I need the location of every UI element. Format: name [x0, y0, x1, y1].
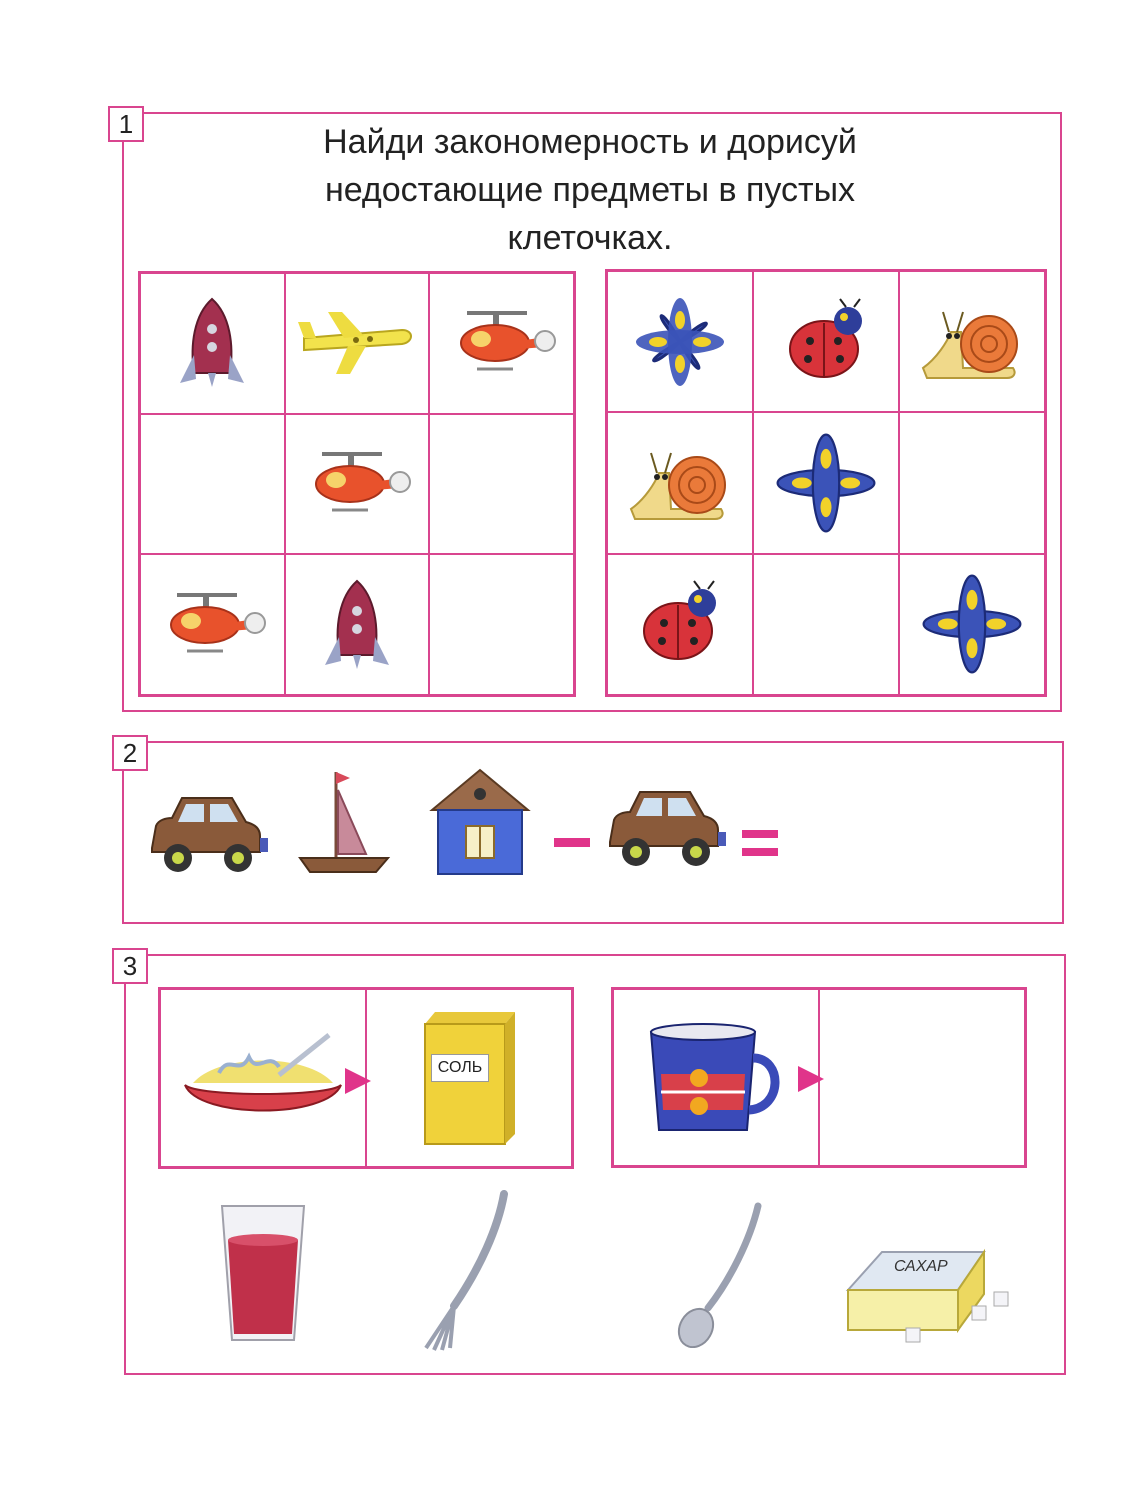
- task-1-grid-right: [605, 269, 1047, 697]
- pair-cell: [366, 989, 572, 1167]
- butterfly-icon: [630, 292, 730, 392]
- minus-sign: [554, 838, 590, 847]
- grid-cell: [753, 412, 899, 553]
- helicopter-icon: [157, 585, 267, 665]
- sugar-label: САХАР: [894, 1258, 948, 1275]
- grid-cell: [899, 271, 1045, 412]
- task-3-pair-left: [158, 987, 574, 1169]
- arrow-right-icon: [798, 1066, 824, 1092]
- grid-cell: [607, 412, 753, 553]
- task-3-pair-right: [611, 987, 1027, 1168]
- task-1-instruction: Найди закономерность и дорисуй недостающие предметы в пустых клеточках.: [323, 123, 857, 257]
- grid-cell: [140, 273, 285, 414]
- grid-cell: [607, 554, 753, 695]
- rocket-icon: [317, 577, 397, 673]
- equals-sign: [742, 830, 778, 858]
- sugar-box-icon[interactable]: [842, 1244, 1018, 1344]
- house-icon: [426, 766, 534, 878]
- ladybug-icon: [630, 579, 730, 669]
- grid-cell: [140, 554, 285, 695]
- grid-cell: [285, 273, 430, 414]
- task-2-number: 2: [112, 735, 148, 771]
- fork-icon[interactable]: [420, 1188, 510, 1352]
- mug-icon: [641, 1018, 791, 1138]
- task-1-number: 1: [108, 106, 144, 142]
- airplane-icon: [298, 308, 416, 378]
- task-3-number: 3: [112, 948, 148, 984]
- car-icon: [600, 780, 728, 876]
- grid-cell-empty[interactable]: [753, 554, 899, 695]
- grid-cell: [753, 271, 899, 412]
- pair-cell: [613, 989, 819, 1166]
- grid-cell: [285, 414, 430, 555]
- grid-cell: [429, 273, 574, 414]
- rocket-icon: [172, 295, 252, 391]
- grid-cell-empty[interactable]: [140, 414, 285, 555]
- pair-cell-empty[interactable]: [819, 989, 1025, 1166]
- salt-label: СОЛЬ: [431, 1054, 489, 1082]
- grid-cell: [607, 271, 753, 412]
- juice-glass-icon[interactable]: [216, 1200, 310, 1346]
- spoon-icon[interactable]: [674, 1200, 764, 1348]
- salt-box-icon: [419, 1008, 519, 1148]
- helicopter-icon: [447, 303, 557, 383]
- pair-cell: [160, 989, 366, 1167]
- car-icon: [142, 786, 270, 882]
- butterfly-icon: [917, 569, 1027, 679]
- grid-cell-empty[interactable]: [429, 554, 574, 695]
- grid-cell: [285, 554, 430, 695]
- butterfly-icon: [771, 428, 881, 538]
- grid-cell-empty[interactable]: [899, 412, 1045, 553]
- snail-icon: [917, 302, 1027, 382]
- sailboat-icon: [296, 768, 392, 878]
- snail-icon: [625, 443, 735, 523]
- task-1-grid-left: [138, 271, 576, 697]
- ladybug-icon: [776, 297, 876, 387]
- arrow-right-icon: [345, 1068, 371, 1094]
- grid-cell-empty[interactable]: [429, 414, 574, 555]
- grid-cell: [899, 554, 1045, 695]
- porridge-bowl-icon: [179, 1023, 347, 1133]
- helicopter-icon: [302, 444, 412, 524]
